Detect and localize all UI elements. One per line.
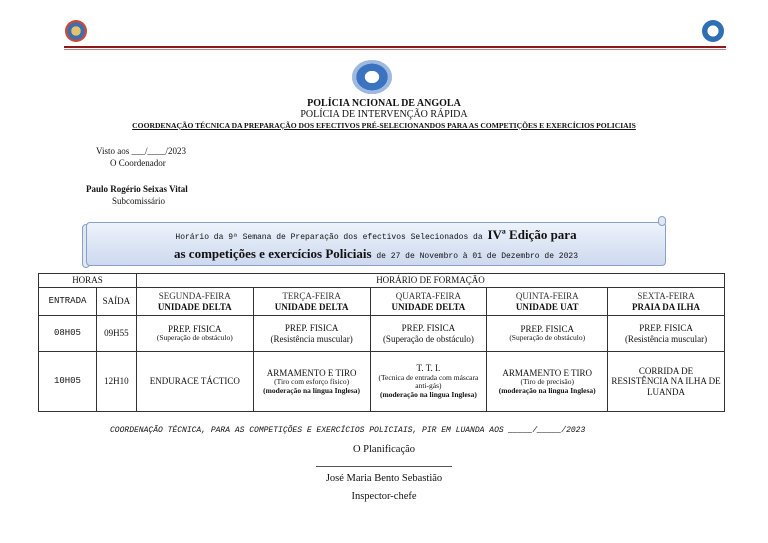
- day-unit: UNIDADE DELTA: [157, 301, 232, 312]
- banner-line-2-text: de 27 de Novembro à 01 de Dezembro de 2023: [371, 252, 579, 261]
- banner-line-2: [86, 246, 666, 262]
- entrada-header: ENTRADA: [39, 288, 97, 316]
- day-name: QUINTA-FEIRA: [515, 291, 579, 302]
- planner-role: O Planificação: [352, 444, 416, 455]
- document-subtitle: POLÍCIA DE INTERVENÇÃO RÁPIDA: [300, 109, 468, 120]
- table-days-row: [39, 288, 725, 316]
- session-title: PREP. FISICA: [401, 323, 456, 334]
- entrada-cell: 08H05: [39, 316, 97, 352]
- session-detail: (Tiro de precisão): [520, 377, 574, 387]
- session-cell: [253, 352, 370, 412]
- session-cell: [608, 316, 725, 352]
- approver-name: Paulo Rogério Seixas Vital: [86, 184, 188, 194]
- banner-line-2-bold: as competições e exercícios Policiais: [173, 246, 372, 261]
- day-name: SEGUNDA-FEIRA: [158, 291, 231, 302]
- session-cell: [370, 316, 487, 352]
- session-extra: (moderação na lingua Inglesa): [379, 389, 477, 399]
- day-name: SEXTA-FEIRA: [637, 291, 695, 302]
- session-cell: [487, 352, 608, 412]
- round-seal-icon: [702, 20, 724, 42]
- session-detail: (Superação de obstáculo): [156, 333, 233, 343]
- day-header: [487, 288, 608, 316]
- session-title: PREP. FISICA: [639, 323, 693, 334]
- day-unit: UNIDADE DELTA: [274, 301, 349, 312]
- session-title: ARMAMENTO E TIRO: [502, 367, 593, 378]
- banner-scroll-right: [658, 216, 666, 226]
- day-name: TERÇA-FEIRA: [282, 291, 341, 302]
- table-header-row: [39, 274, 725, 288]
- session-title: ARMAMENTO E TIRO: [266, 367, 357, 378]
- approver-rank: Subcomissário: [112, 196, 165, 206]
- session-detail: (Superação de obstáculo): [509, 333, 586, 343]
- table-row: [39, 316, 725, 352]
- footer-coordination-line: COORDENAÇÃO TÉCNICA, PARA AS COMPETIÇÕES E EXERCÍCIOS POLICIAIS, PIR EM LUANDA AOS _____/_____/2023: [110, 426, 586, 435]
- planner-rank: Inspector-chefe: [351, 491, 417, 502]
- table-row: [39, 352, 725, 412]
- entrada-cell: 10H05: [39, 352, 97, 412]
- session-title: PREP. FISICA: [168, 324, 222, 335]
- session-detail: (Superação de obstáculo): [382, 333, 474, 344]
- session-cell: [487, 316, 608, 352]
- banner-line-1-text: Horário da 9ª Semana de Preparação dos efectivos Selecionados da: [175, 233, 488, 242]
- day-unit: UNIDADE UAT: [515, 301, 579, 312]
- signature-line: [316, 466, 452, 467]
- police-emblem-icon: [65, 20, 87, 42]
- session-cell: [136, 352, 253, 412]
- planner-name: José Maria Bento Sebastião: [325, 473, 443, 484]
- pir-emblem-icon: [352, 60, 392, 94]
- session-extra: (moderação na língua Inglesa): [263, 385, 361, 395]
- session-detail: (Tecnica de entrada com máscara anti-gás): [378, 372, 479, 391]
- session-title: CORRIDA DE RESISTÊNCIA NA ILHA DE LUANDA: [611, 365, 721, 397]
- day-header: [370, 288, 487, 316]
- horario-header: HORÁRIO DE FORMAÇÃO: [136, 274, 724, 288]
- session-cell: [370, 352, 487, 412]
- session-cell: [253, 316, 370, 352]
- day-header: [253, 288, 370, 316]
- header-rule-thin: [64, 49, 726, 50]
- saida-cell: 12H10: [96, 352, 136, 412]
- banner-line-1: [86, 227, 666, 243]
- saida-cell: 09H55: [96, 316, 136, 352]
- approval-date: Visto aos ___/____/2023: [96, 146, 186, 156]
- session-detail: (Tiro com esforço físico): [274, 377, 350, 387]
- session-extra: (moderação na lingua Inglesa): [498, 385, 596, 395]
- session-title: ENDURACE TÁCTICO: [149, 376, 240, 387]
- session-title: PREP. FISICA: [520, 324, 574, 335]
- day-unit: PRAIA DA ILHA: [632, 301, 701, 312]
- session-title: PREP. FISICA: [284, 323, 339, 334]
- schedule-table: [38, 273, 725, 412]
- horas-header: HORAS: [39, 274, 137, 288]
- coordination-heading: COORDENAÇÃO TÉCNICA DA PREPARAÇÃO DOS EFECTIVOS PRÉ-SELECIONANDOS PARA AS COMPETIÇÕES E EXERCÍCIOS POLICIAIS: [132, 121, 636, 130]
- day-name: QUARTA-FEIRA: [395, 291, 462, 302]
- session-detail: (Resistência muscular): [624, 333, 708, 344]
- banner-line-1-bold: IVª Edição para: [487, 227, 577, 242]
- session-cell: [136, 316, 253, 352]
- day-header: [608, 288, 725, 316]
- saida-header: SAÍDA: [96, 288, 136, 316]
- document-title: POLÍCIA NCIONAL DE ANGOLA: [307, 98, 461, 109]
- header-rule: [64, 46, 726, 48]
- session-detail: (Resistência muscular): [270, 333, 353, 344]
- day-unit: UNIDADE DELTA: [391, 301, 466, 312]
- day-header: [136, 288, 253, 316]
- session-title: T. T. I.: [416, 363, 441, 374]
- session-cell: [608, 352, 725, 412]
- approval-role: O Coordenador: [110, 158, 166, 168]
